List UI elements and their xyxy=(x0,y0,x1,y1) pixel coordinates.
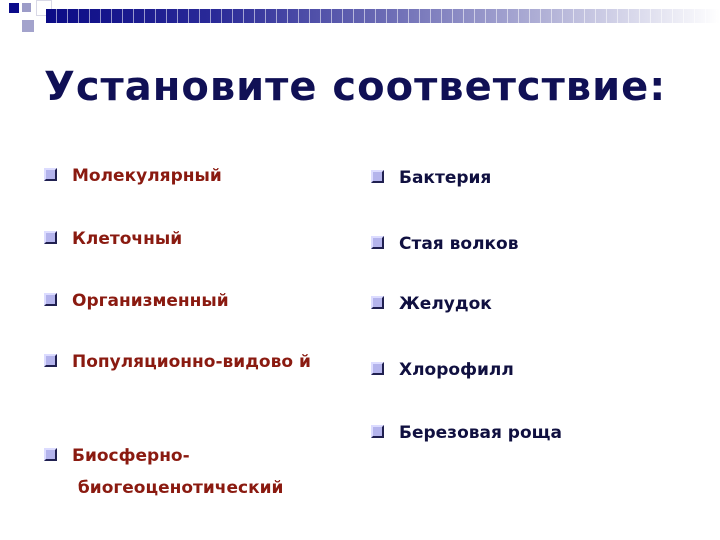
square-bullet-icon xyxy=(44,354,57,367)
header-gradient-bar xyxy=(46,9,720,23)
list-item-label: Биосферно- биогеоценотический xyxy=(72,446,284,498)
list-item-label: Березовая роща xyxy=(399,423,562,443)
list-item-molecular xyxy=(44,164,344,188)
list-item-label: Популяционно-видово й xyxy=(72,352,311,372)
square-bullet-icon xyxy=(371,296,384,309)
list-item-cellular xyxy=(44,227,344,251)
list-item-label: Молекулярный xyxy=(72,166,222,186)
list-item-bacterium xyxy=(371,166,691,190)
square-bullet-icon xyxy=(44,168,57,181)
square-bullet-icon xyxy=(371,362,384,375)
list-item-label: Желудок xyxy=(399,294,492,314)
slide-title: Установите соответствие: xyxy=(44,64,667,110)
list-item-label: Стая волков xyxy=(399,234,519,254)
list-item-chlorophyll xyxy=(371,358,691,382)
list-item-label: Организменный xyxy=(72,291,229,311)
list-item-label: Бактерия xyxy=(399,168,492,188)
list-item-organismal xyxy=(44,289,344,313)
list-item-population-species xyxy=(44,350,344,374)
list-item-label: Хлорофилл xyxy=(399,360,514,380)
list-item-wolf-pack xyxy=(371,232,691,256)
list-item-label: Клеточный xyxy=(72,229,183,249)
decor-square xyxy=(9,3,19,13)
list-item-stomach xyxy=(371,292,691,316)
square-bullet-icon xyxy=(371,236,384,249)
list-item-biosphere-biogeocenotic xyxy=(44,440,344,504)
square-bullet-icon xyxy=(371,170,384,183)
decor-square xyxy=(22,3,31,12)
decor-square xyxy=(22,20,34,32)
square-bullet-icon xyxy=(44,293,57,306)
square-bullet-icon xyxy=(371,425,384,438)
square-bullet-icon xyxy=(44,448,57,461)
list-item-birch-grove xyxy=(371,421,691,445)
square-bullet-icon xyxy=(44,231,57,244)
